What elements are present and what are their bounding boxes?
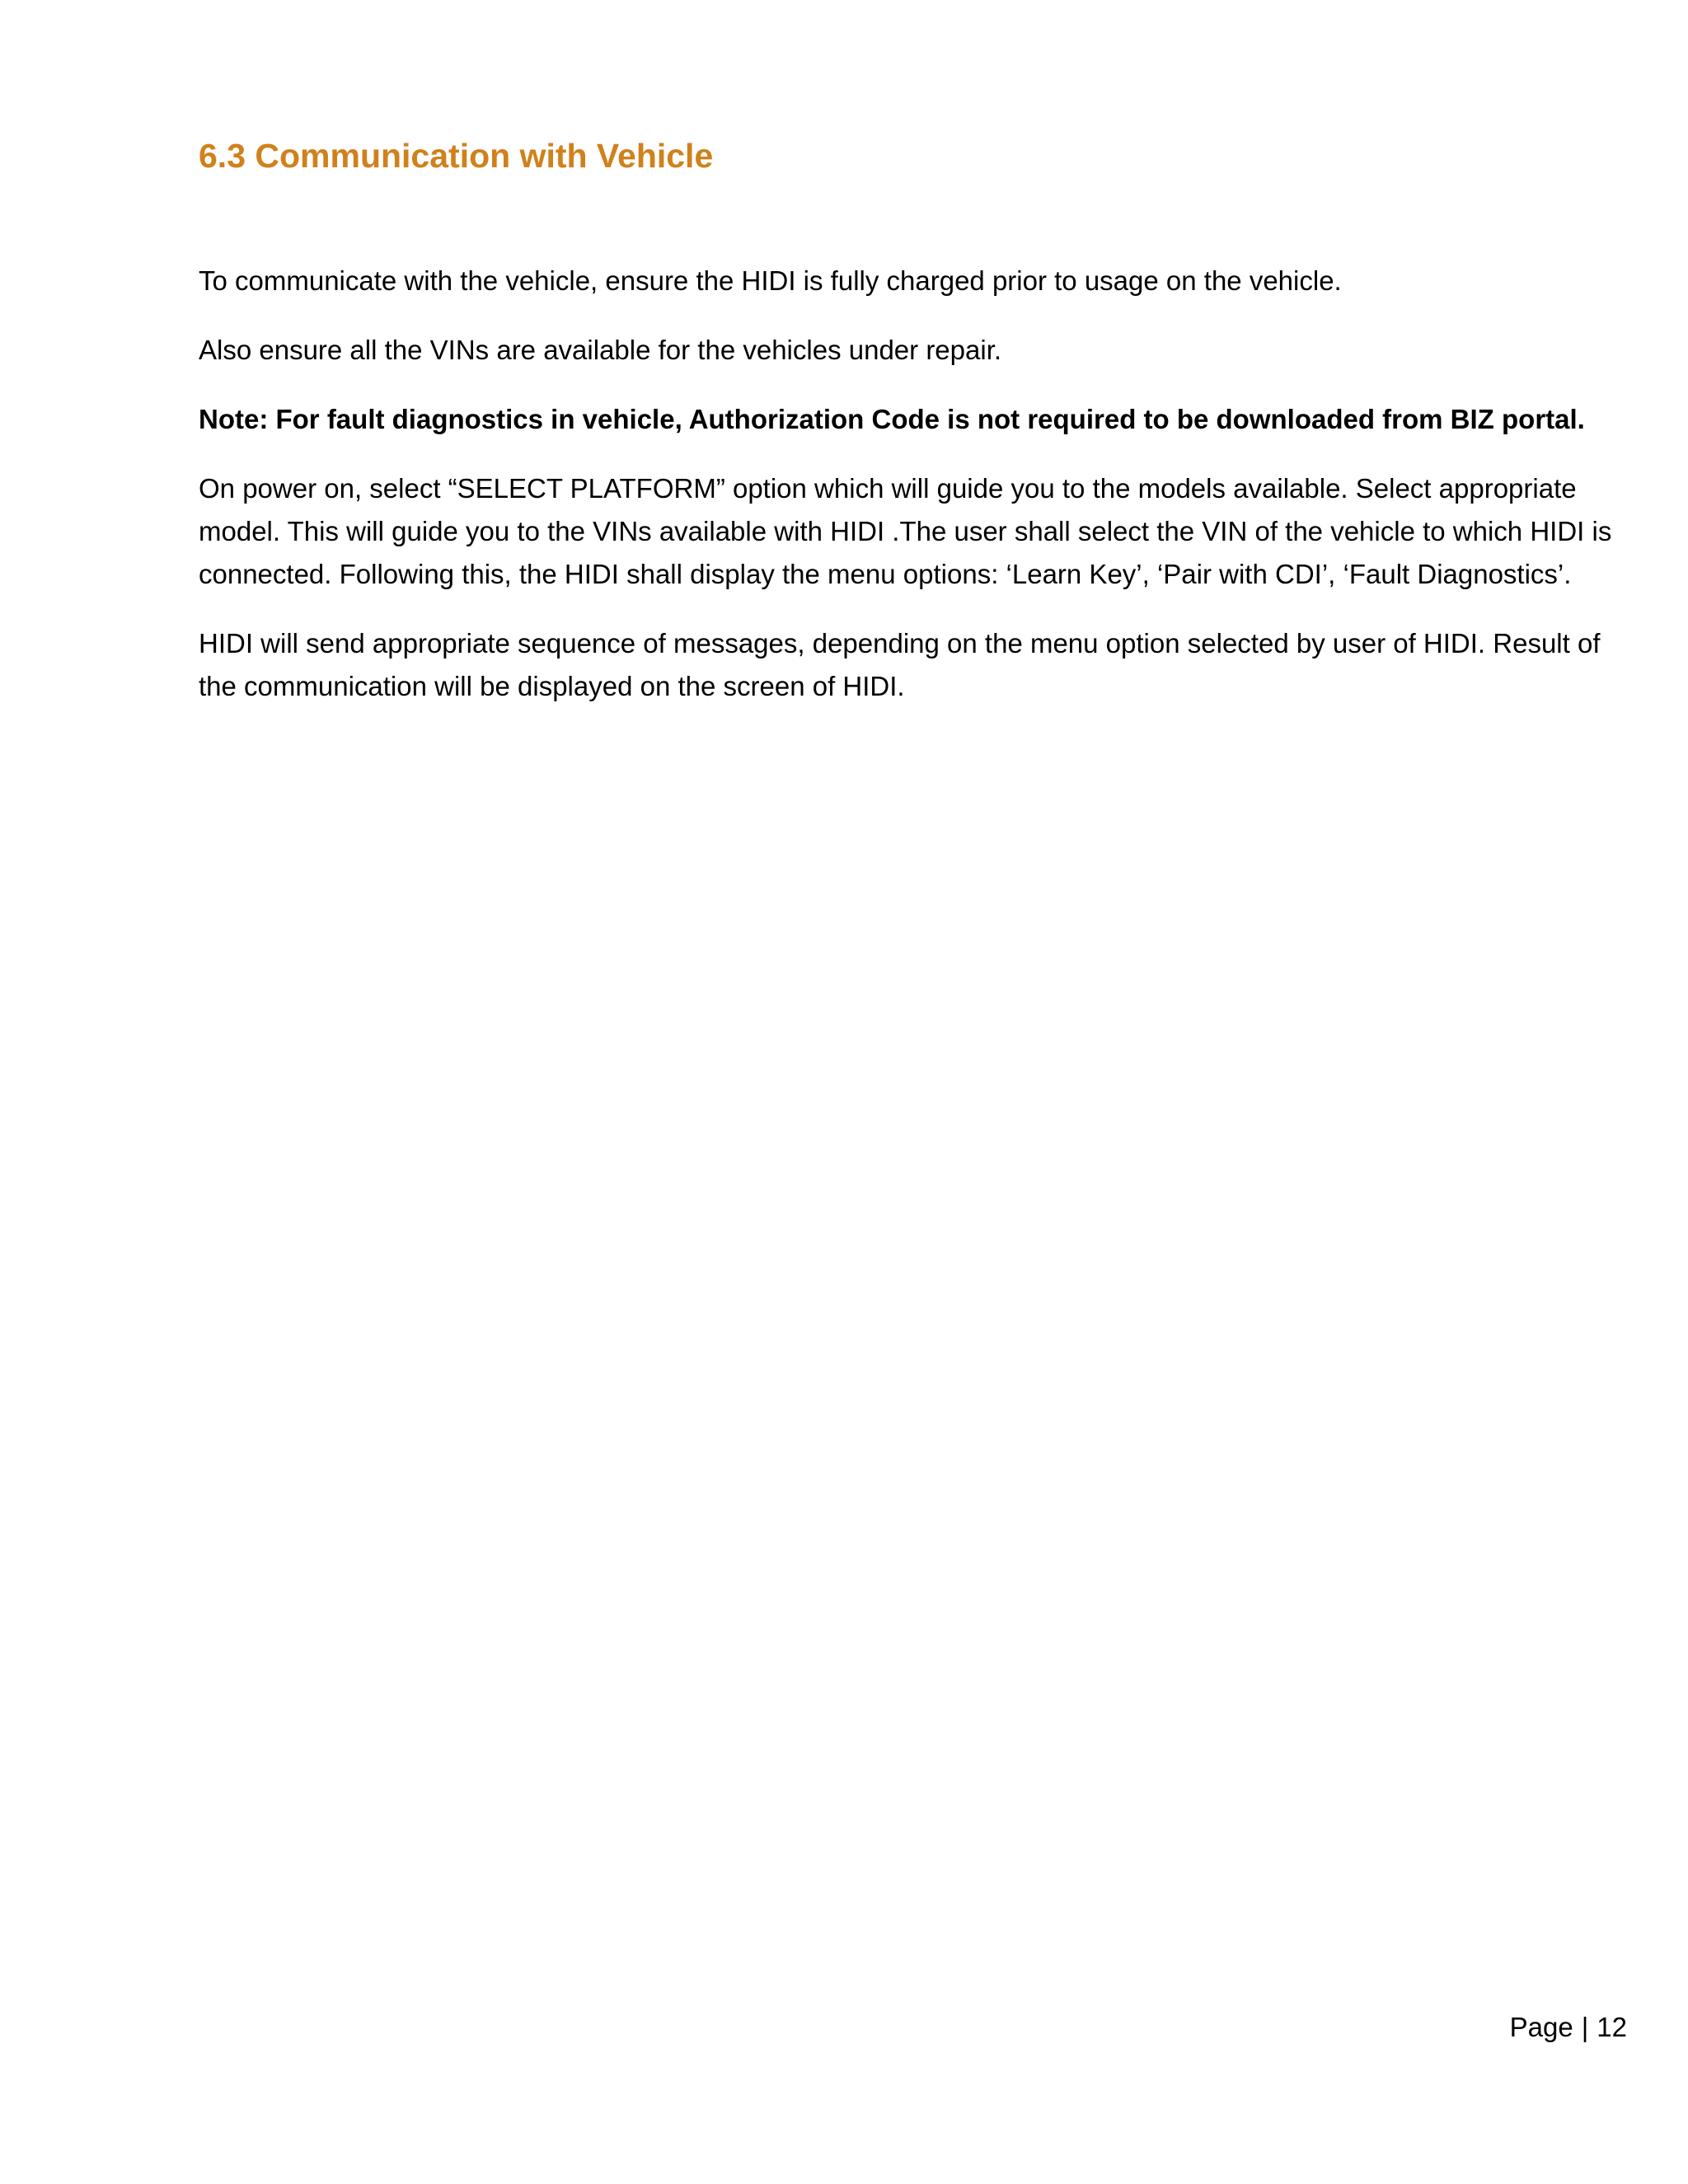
page-label: Page [1509, 2012, 1573, 2042]
section-heading: 6.3 Communication with Vehicle [199, 137, 714, 175]
section-body [199, 260, 1633, 734]
paragraph-message-sequence: HIDI will send appropriate sequence of messages, depending on the menu option selected by user of HIDI. Result of the communication will be displayed on the screen of HIDI. [199, 628, 1601, 701]
paragraph-vin-availability: Also ensure all the VINs are available for the vehicles under repair. [199, 335, 1002, 365]
page-footer [1510, 2011, 1627, 2044]
page-number: 12 [1597, 2012, 1627, 2042]
paragraph-note: Note: For fault diagnostics in vehicle, Authorization Code is not required to be downloaded from BIZ portal. [199, 404, 1585, 434]
paragraph-charge-instructions: To communicate with the vehicle, ensure the HIDI is fully charged prior to usage on the vehicle. [199, 265, 1342, 296]
page-separator: | [1581, 2012, 1589, 2042]
paragraph-select-platform: On power on, select “SELECT PLATFORM” option which will guide you to the models available. Select appropriate model. This will guide you to the VINs available with HIDI .The user shall select the VIN of the vehicle to which HIDI is connected. Following this, the HIDI shall display the menu options: ‘Learn Key’, ‘Pair with CDI’, ‘Fault Diagnostics’. [199, 473, 1612, 589]
